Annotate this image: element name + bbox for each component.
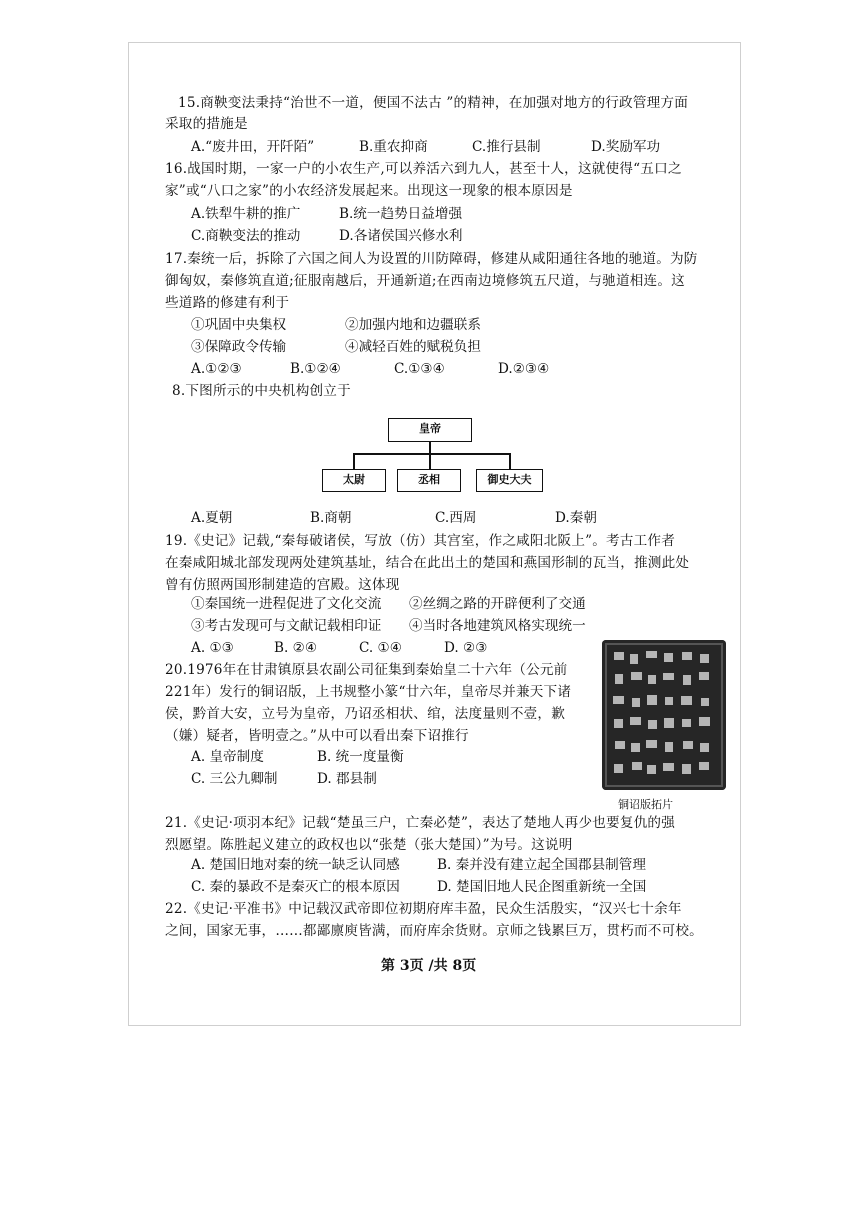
q21-option-b: B. 秦并没有建立起全国郡县制管理 [437,857,646,873]
org-box-yushidafu: 御史大夫 [476,469,543,492]
q17-option-a: A.①②③ [191,361,242,377]
q20-stem-line3: 侯，黔首大安，立号为皇帝，乃诏丞相状、绾，法度量则不壹，歉 [165,706,566,722]
q17-item-4: ④减轻百姓的赋税负担 [345,339,481,355]
q17-option-b: B.①②④ [290,361,341,377]
q19-item-2: ②丝绸之路的开辟便利了交通 [409,596,586,612]
q15-option-b: B.重农抑商 [359,139,428,155]
q19-option-d: D. ②③ [444,640,488,656]
q15-option-c: C.推行县制 [472,139,541,155]
q22-stem-line1: 22.《史记·平准书》中记载汉武帝即位初期府库丰盈，民众生活殷实，“汉兴七十余年 [165,901,682,917]
q19-stem-line2: 在秦咸阳城北部发现两处建筑基址，结合在此出土的楚国和燕国形制的瓦当，推测此处 [165,555,690,571]
q15-option-d: D.奖励军功 [591,139,661,155]
q17-item-1: ①巩固中央集权 [191,317,287,333]
org-box-emperor: 皇帝 [388,418,472,442]
q16-stem-line1: 16.战国时期，一家一户的小农生产,可以养活六到九人，甚至十人，这就使得“五口之 [165,161,682,177]
q17-stem-line1: 17.秦统一后，拆除了六国之间人为设置的川防障碍，修建从咸阳通往各地的驰道。为防 [165,251,698,267]
q21-stem-line1: 21.《史记·项羽本纪》记载“楚虽三户，亡秦必楚”，表达了楚地人再少也要复仇的强 [165,815,676,831]
org-connector-middle [429,453,431,469]
org-connector-left [353,453,355,469]
q16-option-d: D.各诸侯国兴修水利 [339,228,463,244]
q15-stem-line1: 15.商鞅变法秉持“治世不一道，便国不法古 ”的精神，在加强对地方的行政管理方面 [178,95,689,111]
q17-option-c: C.①③④ [394,361,445,377]
org-box-chengxiang: 丞相 [397,469,461,492]
q17-item-2: ②加强内地和边疆联系 [345,317,481,333]
q19-stem-line1: 19.《史记》记载,“秦每破诸侯，写放（仿）其宫室，作之咸阳北阪上”。考古工作者 [165,533,676,549]
q20-stem-line2: 221年）发行的铜诏版，上书规整小篆“廿六年，皇帝尽并兼天下诸 [165,684,572,700]
q20-option-b: B. 统一度量衡 [317,749,404,765]
q15-stem-line2: 采取的措施是 [165,116,248,132]
q17-option-d: D.②③④ [498,361,550,377]
q16-stem-line2: 家”或“八口之家”的小农经济发展起来。出现这一现象的根本原因是 [165,183,573,199]
q19-option-c: C. ①④ [359,640,402,656]
q17-stem-line2: 御匈奴，秦修筑直道;征服南越后，开通新道;在西南边境修筑五尺道，与驰道相连。这 [165,273,685,289]
q22-stem-line2: 之间，国家无事，……都鄙廪庾皆满，而府库余货财。京师之钱累巨万，贯朽而不可校。 [165,923,703,939]
rubbing-texture [602,640,726,790]
q18-option-c: C.西周 [435,510,477,526]
page-number: 第 3页 /共 8页 [381,958,477,974]
q19-item-1: ①秦国统一进程促进了文化交流 [191,596,382,612]
org-connector-right [509,453,511,469]
bronze-edict-rubbing-image [602,640,726,790]
rubbing-caption: 铜诏版拓片 [618,798,673,811]
q20-stem-line1: 20.1976年在甘肃镇原县农副公司征集到秦始皇二十六年（公元前 [165,662,568,678]
q20-option-c: C. 三公九卿制 [191,771,278,787]
q18-option-d: D.秦朝 [555,510,597,526]
q21-stem-line2: 烈愿望。陈胜起义建立的政权也以“张楚（张大楚国）”为号。这说明 [165,837,573,853]
q19-item-4: ④当时各地建筑风格实现统一 [409,618,586,634]
org-box-taiwei: 太尉 [322,469,386,492]
q16-option-c: C.商鞅变法的推动 [191,228,301,244]
q20-option-d: D. 郡县制 [317,771,377,787]
q16-option-b: B.统一趋势日益增强 [339,206,463,222]
q20-stem-line4: （嫌）疑者，皆明壹之。”从中可以看出秦下诏推行 [165,728,469,744]
q19-item-3: ③考古发现可与文献记载相印证 [191,618,382,634]
q18-option-a: A.夏朝 [191,510,233,526]
org-connector-horizontal [353,453,510,455]
q17-item-3: ③保障政令传输 [191,339,287,355]
q18-option-b: B.商朝 [310,510,352,526]
q19-option-a: A. ①③ [191,640,234,656]
q21-option-d: D. 楚国旧地人民企图重新统一全国 [437,879,647,895]
q20-option-a: A. 皇帝制度 [191,749,264,765]
q18-stem: 8.下图所示的中央机构创立于 [172,383,351,399]
q17-stem-line3: 些道路的修建有利于 [165,295,290,311]
q19-option-b: B. ②④ [274,640,318,656]
q16-option-a: A.铁犁牛耕的推广 [191,206,301,222]
q15-option-a: A.“废井田，开阡陌” [191,139,315,155]
q21-option-c: C. 秦的暴政不是秦灭亡的根本原因 [191,879,400,895]
q21-option-a: A. 楚国旧地对秦的统一缺乏认同感 [191,857,400,873]
q19-stem-line3: 曾有仿照两国形制建造的宫殿。这体现 [165,577,400,593]
